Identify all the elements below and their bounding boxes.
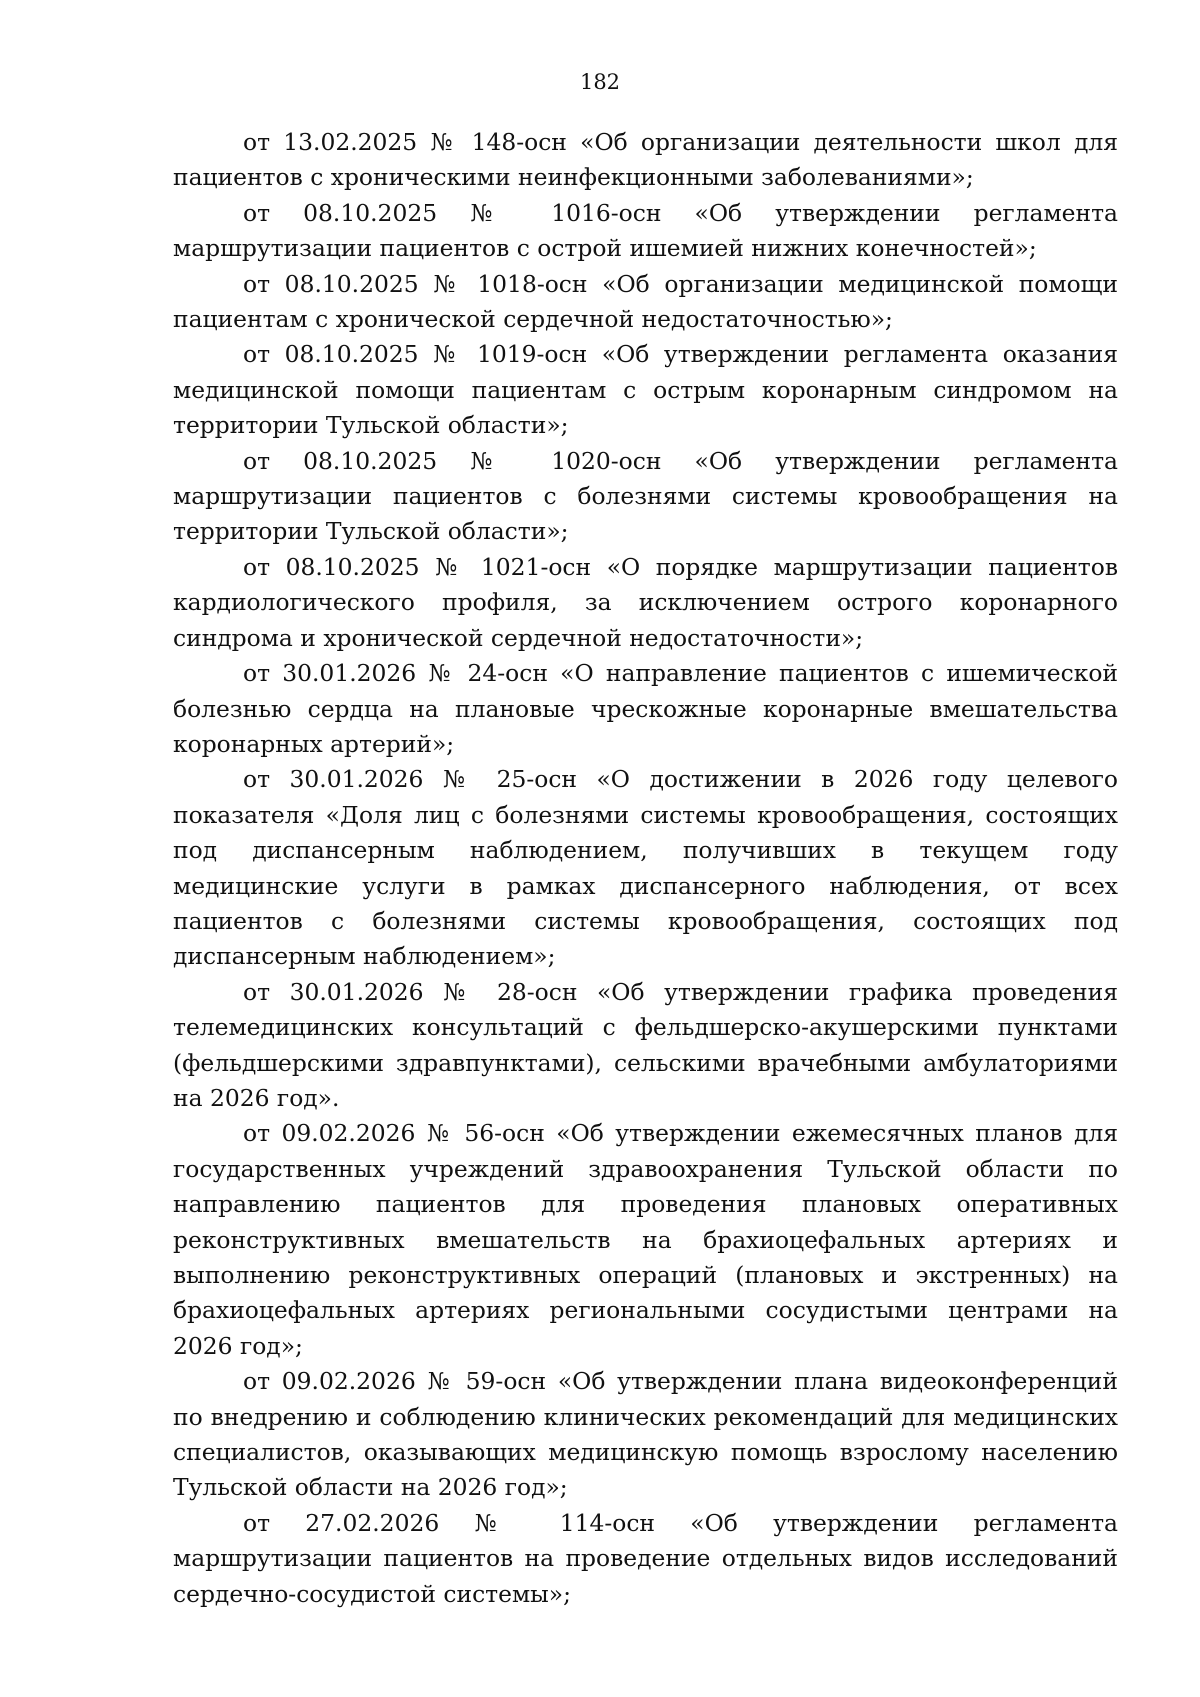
order-item-114: от 27.02.2026 № 114-осн «Об утверждении регламента маршрутизации пациентов на проведение отдельных видов исследований сердечно-сосудистой системы»;: [173, 1508, 1118, 1608]
order-item-56: от 09.02.2026 № 56-осн «Об утверждении ежемесячных планов для государственных учреждений здравоохранения Тульской области по направлению пациентов для проведения плановых оперативных реконструктивных вмешательств на брахиоцефальных артериях и выполнению реконструктивных операций (плановых и экстренных) на брахиоцефальных артериях региональными сосудистыми центрами на 2026 год»;: [173, 1119, 1118, 1360]
order-item-1016: от 08.10.2025 № 1016-осн «Об утверждении регламента маршрутизации пациентов с острой ишемией нижних конечностей»;: [173, 198, 1118, 263]
order-item-148: от 13.02.2025 № 148-осн «Об организации деятельности школ для пациентов с хроническими неинфекционными заболеваниями»;: [173, 128, 1118, 192]
order-item-1019: от 08.10.2025 № 1019-осн «Об утверждении регламента оказания медицинской помощи пациентам с острым коронарным синдромом на территории Тульской области»;: [173, 340, 1118, 440]
order-item-1018: от 08.10.2025 № 1018-осн «Об организации медицинской помощи пациентам с хронической сердечной недостаточностью»;: [173, 269, 1118, 334]
order-item-25: от 30.01.2026 № 25-осн «О достижении в 2026 году целевого показателя «Доля лиц с болезнями системы кровообращения, состоящих под диспансерным наблюдением, получивших в текущем году медицинские услуги в рамках диспансерного наблюдения, от всех пациентов с болезнями системы кровообращения, состоящих под диспансерным наблюдением»;: [173, 765, 1118, 971]
document-body: [173, 125, 1118, 1612]
order-item-28: от 30.01.2026 № 28-осн «Об утверждении графика проведения телемедицинских консультаций с фельдшерско-акушерскими пунктами (фельдшерскими здравпунктами), сельскими врачебными амбулаториями на 2026 год».: [173, 977, 1118, 1112]
order-item-24: от 30.01.2026 № 24-осн «О направление пациентов с ишемической болезнью сердца на плановые чрескожные коронарные вмешательства коронарных артерий»;: [173, 659, 1118, 758]
order-item-59: от 09.02.2026 № 59-осн «Об утверждении плана видеоконференций по внедрению и соблюдению клинических рекомендаций для медицинских специалистов, оказывающих медицинскую помощь взрослому населению Тульской области на 2026 год»;: [173, 1367, 1118, 1502]
order-item-1020: от 08.10.2025 № 1020-осн «Об утверждении регламента маршрутизации пациентов с болезнями системы кровообращения на территории Тульской области»;: [173, 446, 1118, 546]
page-number: 182: [579, 70, 621, 94]
order-item-1021: от 08.10.2025 № 1021-осн «О порядке маршрутизации пациентов кардиологического профиля, за исключением острого коронарного синдрома и хронической сердечной недостаточности»;: [173, 552, 1118, 652]
